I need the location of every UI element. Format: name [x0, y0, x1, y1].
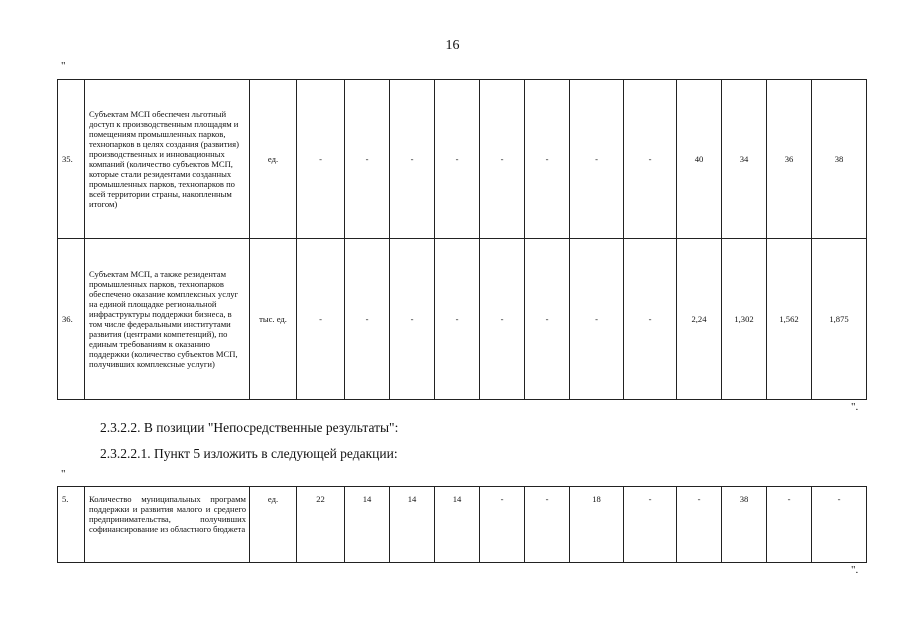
value-cell: - [767, 487, 812, 563]
value-cell: 38 [722, 487, 767, 563]
value-cell: 38 [812, 80, 867, 239]
value-cell: - [480, 487, 525, 563]
value-cell: - [390, 80, 435, 239]
value-cell: 1,562 [767, 239, 812, 400]
value-cell: - [570, 80, 624, 239]
unit-cell: ед. [250, 80, 297, 239]
value-cell: - [435, 80, 480, 239]
closing-quote-2: ". [851, 564, 859, 576]
indicator-description: Количество муниципальных программ поддержки и развития малого и среднего предпринимательства, получивших софинансирование из областного бюджета [85, 487, 250, 563]
indicators-table-2 [57, 486, 867, 563]
value-cell: - [345, 239, 390, 400]
value-cell: - [297, 239, 345, 400]
paragraph-2-3-2-2-1: 2.3.2.2.1. Пункт 5 изложить в следующей редакции: [100, 446, 398, 461]
value-cell: 18 [570, 487, 624, 563]
value-cell: 14 [435, 487, 480, 563]
value-cell: - [525, 487, 570, 563]
value-cell: - [624, 487, 677, 563]
paragraph-2-3-2-2: 2.3.2.2. В позиции "Непосредственные результаты": [100, 420, 399, 435]
table-row [58, 487, 867, 563]
value-cell: 1,875 [812, 239, 867, 400]
value-cell: 36 [767, 80, 812, 239]
value-cell: 40 [677, 80, 722, 239]
value-cell: 2,24 [677, 239, 722, 400]
table-row [58, 80, 867, 239]
row-number: 5. [58, 487, 85, 563]
value-cell: - [624, 239, 677, 400]
unit-cell: ед. [250, 487, 297, 563]
indicator-description: Субъектам МСП, а также резидентам промышленных парков, технопарков обеспечено оказание комплексных услуг на единой площадке региональной инфраструктуры поддержки бизнеса, в том числе федеральными институтами развития (центрами компетенций), по единым требованиям к оказанию поддержки (количество субъектов МСП, получивших комплексные услуги) [85, 239, 250, 400]
value-cell: 34 [722, 80, 767, 239]
value-cell: - [570, 239, 624, 400]
value-cell: - [345, 80, 390, 239]
value-cell: - [480, 80, 525, 239]
value-cell: - [390, 239, 435, 400]
table-row [58, 239, 867, 400]
row-number: 36. [58, 239, 85, 400]
page-number: 16 [445, 38, 460, 53]
unit-cell: тыс. ед. [250, 239, 297, 400]
indicators-table-1 [57, 79, 867, 400]
closing-quote-1: ". [851, 401, 859, 413]
value-cell: 22 [297, 487, 345, 563]
opening-quote-2: " [61, 468, 66, 480]
value-cell: - [297, 80, 345, 239]
value-cell: 14 [390, 487, 435, 563]
value-cell: 1,302 [722, 239, 767, 400]
value-cell: - [677, 487, 722, 563]
value-cell: - [525, 239, 570, 400]
opening-quote-1: " [61, 60, 66, 72]
value-cell: - [624, 80, 677, 239]
value-cell: - [525, 80, 570, 239]
value-cell: - [812, 487, 867, 563]
row-number: 35. [58, 80, 85, 239]
value-cell: - [480, 239, 525, 400]
indicator-description: Субъектам МСП обеспечен льготный доступ к производственным площадям и помещениям промышленных парков, технопарков в целях создания (развития) производственных и инновационных компаний (количество субъектов МСП, которые стали резидентами созданных промышленных парков, технопарков по всей территории страны, накопленным итогом) [85, 80, 250, 239]
value-cell: 14 [345, 487, 390, 563]
value-cell: - [435, 239, 480, 400]
